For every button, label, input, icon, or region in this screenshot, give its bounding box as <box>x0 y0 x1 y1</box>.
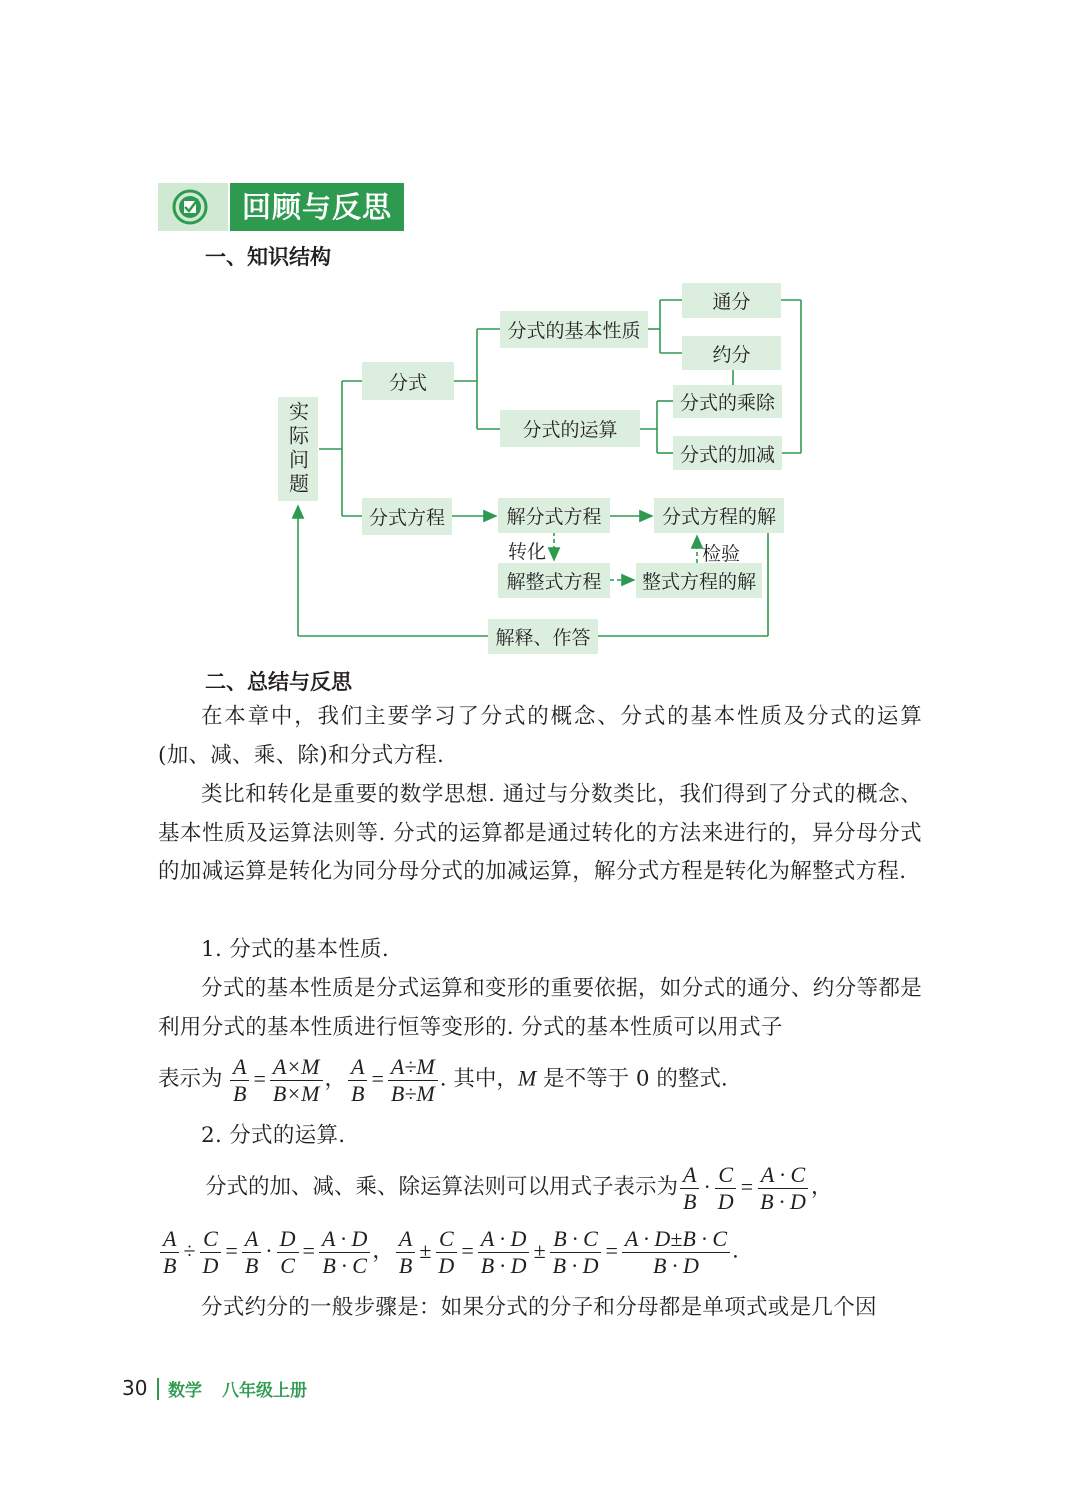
formula-operations-rules: $\frac{A}{B}$ ÷ $\frac{C}{D}$ = $\frac{A}{B}$ · $\frac{D}{C}$ = $\frac{A \cdot D}{B \cdot C}$ ， $\frac{A}{B}$ ± $\frac{C}{D}$ = $\frac{A \cdot D}{B \cdot D}$ ± $\frac{B \cdot C}{B \cdot D}$ = $\frac{A \cdot D\pm B \cdot C}{B \cdot D}$ . <box>158 1226 739 1279</box>
node-fraction-equation-solution: 分式方程的解 <box>654 498 784 533</box>
footer-divider <box>157 1378 159 1400</box>
node-mul-div: 分式的乘除 <box>673 385 782 418</box>
heading-summary: 二、总结与反思 <box>205 670 352 694</box>
node-basic-property: 分式的基本性质 <box>500 311 648 348</box>
node-solve-fraction-equation: 解分式方程 <box>498 498 610 533</box>
formula-basic-property: 表示为 $\frac{A}{B}$ = $\frac{A\times M}{B\times M}$ ， $\frac{A}{B}$ = $\frac{A\div M}{B\div M}$ . 其中，M 是不等于 0 的整式. <box>158 1054 728 1106</box>
node-explain-answer: 解释、作答 <box>488 619 598 654</box>
footer-book: 八年级上册 <box>222 1381 307 1401</box>
paragraph-analogy: 类比和转化是重要的数学思想. 通过与分数类比，我们得到了分式的概念、基本性质及运算法则等. 分式的运算都是通过转化的方法来进行的，异分母分式的加减运算是转化为同分母分式的加减运算，解分式方程是转化为解整式方程. <box>158 782 922 885</box>
paragraph-intro: 在本章中，我们主要学习了分式的概念、分式的基本性质及分式的运算(加、减、乘、除)和分式方程. <box>158 704 922 768</box>
node-practical-problem: 实际问题 <box>278 397 318 501</box>
formula-operations-lead: 分式的加、减、乘、除运算法则可以用式子表示为 $\frac{A}{B}$ · $\frac{C}{D}$ = $\frac{A \cdot C}{B \cdot D}$ ， <box>205 1162 833 1214</box>
node-reduce: 约分 <box>682 336 781 370</box>
label-transform: 转化 <box>508 541 547 563</box>
paragraph-reduction-steps: 分式约分的一般步骤是：如果分式的分子和分母都是单项式或是几个因 <box>201 1295 877 1320</box>
node-operations: 分式的运算 <box>500 410 640 447</box>
heading-knowledge-structure: 一、知识结构 <box>205 245 331 269</box>
node-add-sub: 分式的加减 <box>673 436 782 470</box>
item-basic-property: 1. 分式的基本性质. <box>201 937 389 962</box>
item-operations: 2. 分式的运算. <box>201 1123 346 1148</box>
node-solve-integral-equation: 解整式方程 <box>498 563 610 598</box>
node-equation: 分式方程 <box>362 498 452 535</box>
page-number: 30 <box>122 1376 148 1400</box>
node-fraction: 分式 <box>362 362 454 400</box>
node-common-denominator: 通分 <box>682 283 781 318</box>
footer-subject: 数学 <box>168 1381 202 1401</box>
label-check: 检验 <box>702 543 741 565</box>
section-title: 回顾与反思 <box>241 190 392 224</box>
node-integral-equation-solution: 整式方程的解 <box>636 563 762 598</box>
paragraph-basic-property: 分式的基本性质是分式运算和变形的重要依据，如分式的通分、约分等都是利用分式的基本性质进行恒等变形的. 分式的基本性质可以用式子 <box>158 976 922 1040</box>
